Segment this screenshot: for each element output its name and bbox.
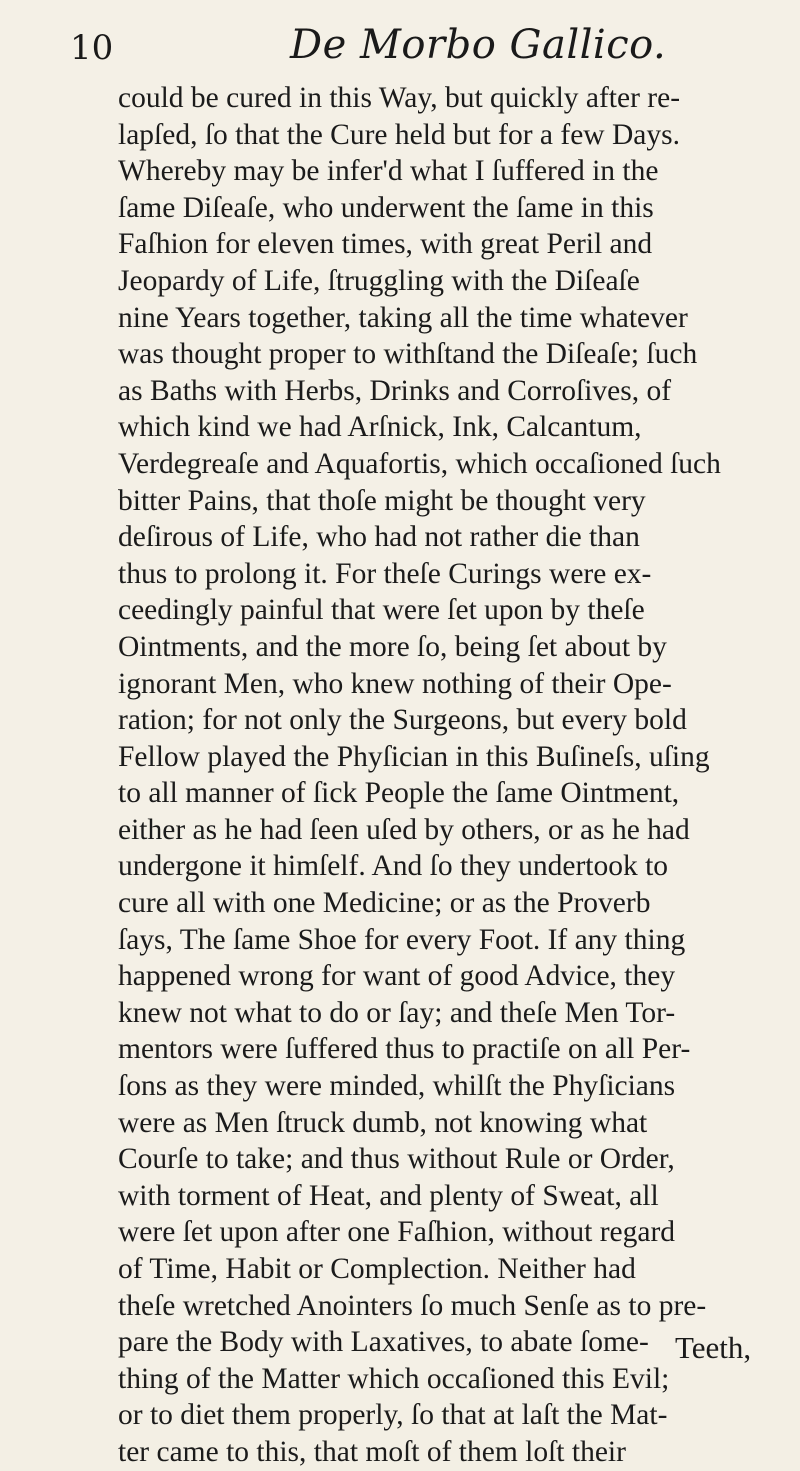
text-line: Faſhion for eleven times, with great Peril and [118, 228, 653, 261]
text-line: lapſed, ſo that the Cure held but for a few Days. [118, 118, 680, 151]
text-line: cure all with one Medicine; or as the Proverb [118, 887, 651, 920]
catchword: Teeth, [675, 1330, 752, 1365]
text-line: Fellow played the Phyſician in this Buſineſs, uſing [118, 740, 710, 773]
text-line: thus to prolong it. For theſe Curings were ex- [118, 557, 652, 590]
text-line: Whereby may be infer'd what I ſuffered in the [118, 155, 659, 188]
page-number: 10 [70, 28, 114, 68]
text-line: which kind we had Arſnick, Ink, Calcantum, [118, 411, 642, 444]
text-line: ceedingly painful that were ſet upon by theſe [118, 594, 645, 627]
text-line: or to diet them properly, ſo that at laſt the Mat- [118, 1399, 668, 1432]
text-line: ration; for not only the Surgeons, but every bold [118, 704, 687, 737]
text-line: to all manner of ſick People the ſame Ointment, [118, 777, 680, 810]
text-line: could be cured in this Way, but quickly after re- [118, 82, 681, 114]
text-line: ter came to this, that moſt of them loſt their [118, 1435, 626, 1468]
text-line: Jeopardy of Life, ſtruggling with the Diſeaſe [118, 264, 640, 297]
text-line: were as Men ſtruck dumb, not knowing what [118, 1106, 648, 1139]
text-line: theſe wretched Anointers ſo much Senſe as to pre- [118, 1289, 707, 1322]
text-line: as Baths with Herbs, Drinks and Corroſives, of [118, 374, 672, 407]
text-line: nine Years together, taking all the time whatever [118, 301, 688, 334]
text-line: happened wrong for want of good Advice, they [118, 960, 676, 993]
text-line: were ſet upon after one Faſhion, without regard [118, 1216, 676, 1249]
text-line: deſirous of Life, who had not rather die than [118, 521, 640, 554]
text-line: either as he had ſeen uſed by others, or as he had [118, 813, 690, 846]
running-title: De Morbo Gallico. [290, 22, 667, 68]
text-line: of Time, Habit or Complection. Neither had [118, 1253, 636, 1285]
text-line: pare the Body with Laxatives, to abate ſome- [118, 1326, 649, 1359]
page-header [70, 22, 760, 82]
body-text [118, 80, 758, 1471]
text-line: thing of the Matter which occaſioned this Evil; [118, 1362, 670, 1395]
text-line: bitter Pains, that thoſe might be thought very [118, 484, 646, 517]
text-line: ſays, The ſame Shoe for every Foot. If any thing [118, 923, 686, 956]
text-line: Ointments, and the more ſo, being ſet about by [118, 630, 667, 663]
text-line: Courſe to take; and thus without Rule or Order, [118, 1143, 675, 1176]
text-line: undergone it himſelf. And ſo they undertook to [118, 850, 669, 883]
text-line: with torment of Heat, and plenty of Sweat, all [118, 1179, 659, 1212]
text-line: mentors were ſuffered thus to practiſe on all Per- [118, 1033, 691, 1066]
text-line: knew not what to do or ſay; and theſe Men Tor- [118, 996, 676, 1029]
text-line: ignorant Men, who knew nothing of their Ope- [118, 667, 672, 700]
text-line: ſons as they were minded, whilſt the Phyſicians [118, 1070, 676, 1103]
text-line: was thought proper to withſtand the Diſeaſe; ſuch [118, 338, 698, 371]
text-line: ſame Diſeaſe, who underwent the ſame in this [118, 191, 654, 224]
text-line: Verdegreaſe and Aquafortis, which occaſioned ſuch [118, 447, 721, 480]
